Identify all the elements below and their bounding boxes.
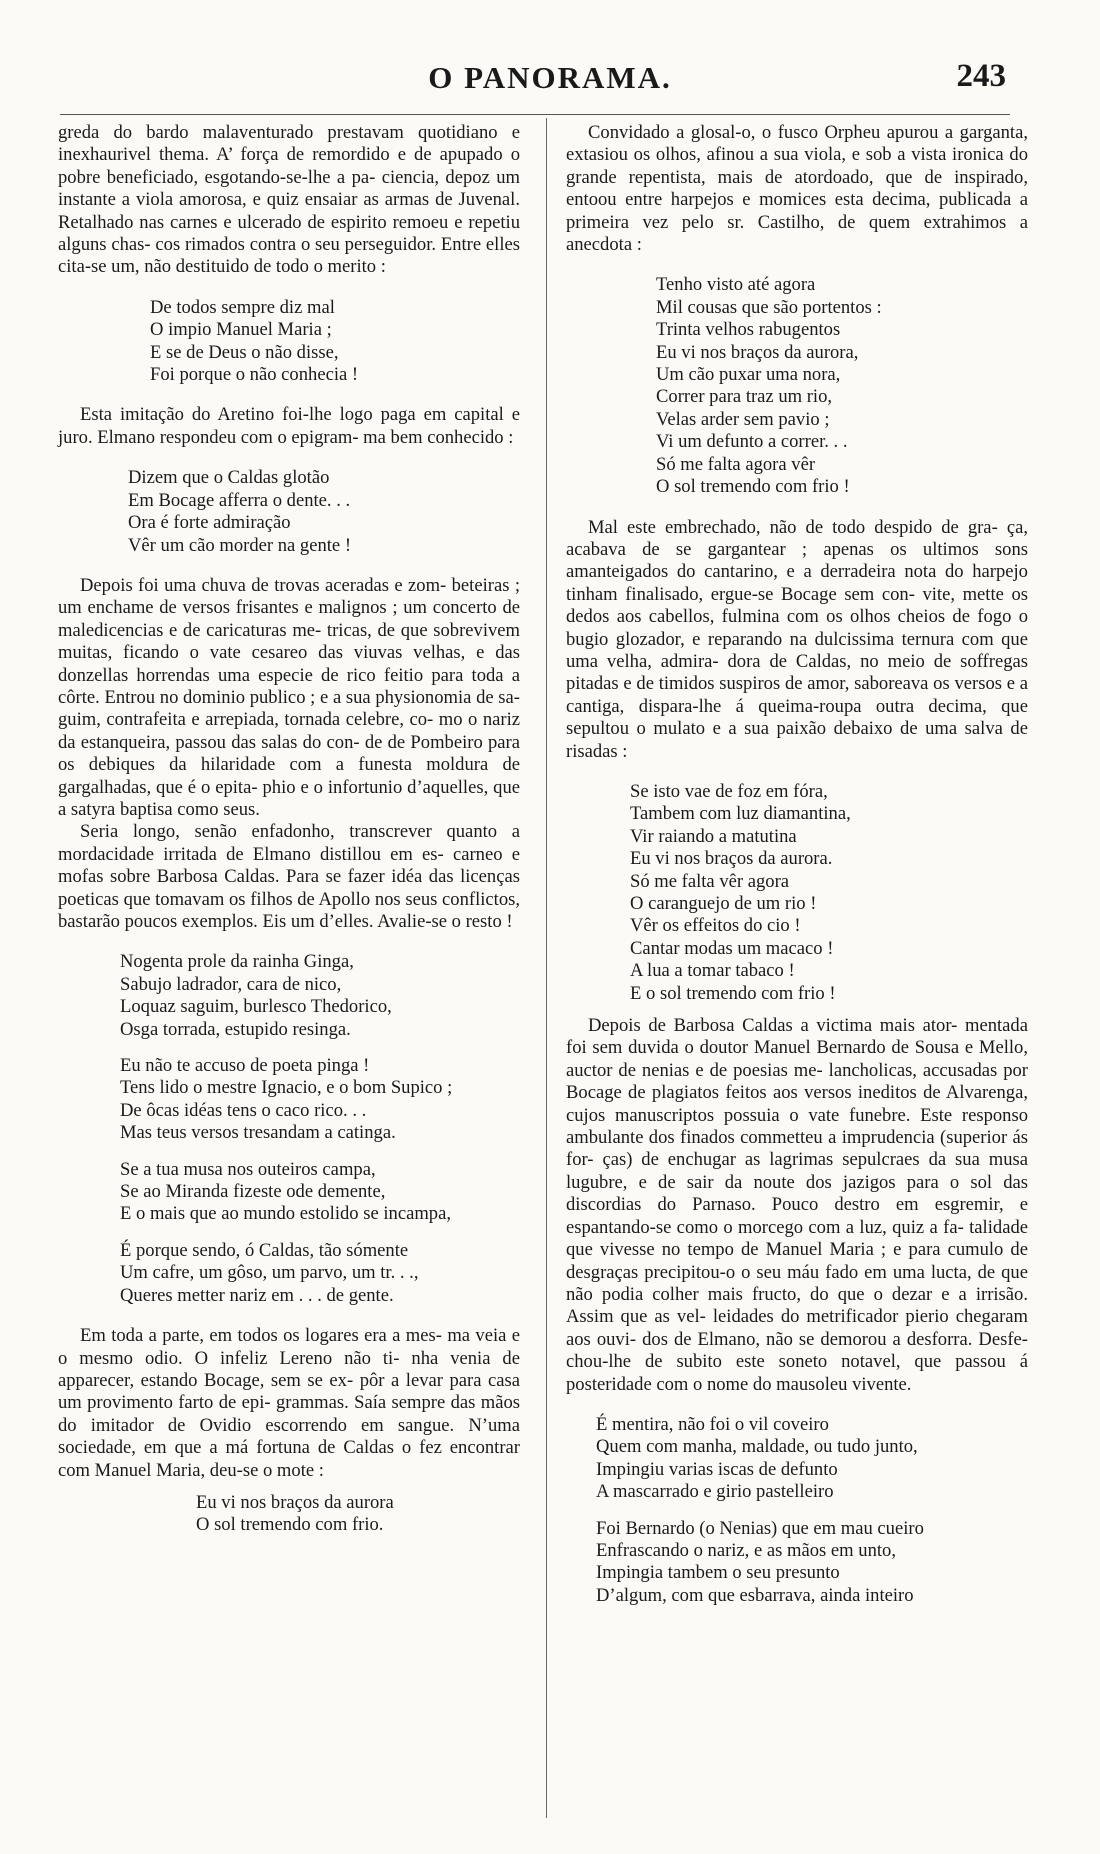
verse-line: De todos sempre diz mal <box>150 296 335 318</box>
verse-block <box>566 274 1028 498</box>
verse-line: Em Bocage afferra o dente. . . <box>128 489 351 511</box>
paragraph <box>58 575 520 821</box>
text-line: harpejo tinham finalisado, ergue-se Bocage sem con- <box>566 561 1028 605</box>
verse-line: Eu vi nos braços da aurora, <box>656 341 859 363</box>
verse-line: Quem com manha, maldade, ou tudo junto, <box>596 1436 918 1458</box>
text-line: de de Pombeiro para os debiques da hilaridade com <box>58 731 520 776</box>
verse-line: Queres metter nariz em . . . de gente. <box>120 1284 394 1306</box>
text-line: Eis um d’elles. Avalie-se o resto ! <box>262 911 513 932</box>
text-line: no dominio publico ; e a sua physionomia de sa- <box>159 686 520 708</box>
text-line: amanteigados do cantarino, e a derradeira nota do <box>566 561 964 583</box>
text-line: Manuel Maria, deu-se o mote : <box>94 1459 324 1481</box>
verse-line: Mil cousas que são portentos : <box>656 296 882 318</box>
stanza <box>120 951 520 1041</box>
text-line: cos rimados contra o seu perseguidor. Entre elles <box>155 234 520 256</box>
text-line: lancholicas, accusadas por Bocage de plagiatos feitos <box>566 1059 1028 1104</box>
text-line: mo o nariz da estanqueira, passou das salas do con- <box>58 709 520 753</box>
text-line: para cumulo de desgraças precipitou-o o seu máu <box>566 1239 1028 1283</box>
text-line: grammas. Saía sempre das mãos do imitador de <box>58 1392 521 1436</box>
header-rule <box>60 114 1010 115</box>
verse-line: Um cafre, um gôso, um parvo, um tr. . ., <box>120 1262 419 1284</box>
verse-line: É mentira, não foi o vil coveiro <box>596 1413 829 1435</box>
text-line: fado em uma lucta, de que não podia colher mais <box>566 1261 1028 1305</box>
text-line: uma salva de risadas : <box>566 718 1028 762</box>
verse-line: De ôcas idéas tens o caco rico. . . <box>120 1099 367 1121</box>
text-line: ciencia, depoz um instante a viola amorosa, e quiz <box>58 166 520 211</box>
text-line: Em toda a parte, em todos os logares era a mes- <box>80 1325 442 1347</box>
page-number: 243 <box>956 58 1006 94</box>
right-column <box>566 122 1028 1607</box>
paragraph <box>58 1325 520 1482</box>
verse-line: Se a tua musa nos outeiros campa, <box>120 1158 376 1180</box>
paragraph <box>566 122 1028 256</box>
verse-line: D’algum, com que esbarrava, ainda inteiro <box>596 1584 914 1606</box>
verse-line: Tambem com luz diamantina, <box>630 803 851 825</box>
text-line: olhos cheios de fogo o bugio glozador, e reparando <box>566 606 1028 650</box>
verse-line: Impingia tambem o seu presunto <box>596 1562 840 1584</box>
left-column <box>58 122 520 1537</box>
text-line: e inexhaurivel thema. A’ força de remordido e de <box>58 122 520 166</box>
verse-line: E o mais que ao mundo estolido se incampa, <box>120 1203 452 1225</box>
text-line: finados commetteu a imprudencia (superior ás for- <box>566 1127 1028 1171</box>
text-line: lugubre, e de sair da noute dos jazigos para o sol das <box>566 1171 1028 1193</box>
text-line: chou-lhe de subito este soneto notavel, que passou á <box>566 1351 1028 1373</box>
verse-line: Foi Bernardo (o Nenias) que em mau cueiro <box>596 1517 924 1539</box>
text-line: carneo e mofas sobre Barbosa Caldas. Para se fazer <box>58 843 520 888</box>
verse-line: Eu vi nos braços da aurora. <box>630 848 833 870</box>
paragraph <box>566 517 1028 763</box>
text-line: atordoado, que de inspirado, entoou entre harpejos e <box>566 166 1028 211</box>
verse-line: Vêr os effeitos do cio ! <box>630 915 801 937</box>
verse-line: Eu não te accuso de poeta pinga ! <box>120 1055 370 1077</box>
page-header <box>0 60 1100 100</box>
verse-line: Se isto vae de foz em fóra, <box>630 780 828 802</box>
verse-line: Velas arder sem pavio ; <box>656 408 830 430</box>
verse-line: Enfrascando o nariz, e as mãos em unto, <box>596 1539 896 1561</box>
text-line: ma veia e o mesmo odio. O infeliz Lereno não ti- <box>58 1325 520 1369</box>
verse-line: Vêr um cão morder na gente ! <box>128 534 352 556</box>
text-line: ça, acabava de se gargantear ; apenas os ultimos sons <box>566 516 1028 560</box>
verse-line: E o sol tremendo com frio ! <box>630 982 836 1004</box>
verse-block <box>566 781 1028 1005</box>
text-line: Seria longo, senão enfadonho, transcrever quanto <box>80 821 498 843</box>
verse-line: É porque sendo, ó Caldas, tão sómente <box>120 1239 409 1261</box>
text-line: Ovidio escorrendo em sangue. N’uma sociedade, <box>58 1414 520 1459</box>
text-line: Convidado a glosal-o, o fusco Orpheu apurou a <box>588 122 954 143</box>
text-line: Depois de Barbosa Caldas a victima mais ator- <box>588 1015 958 1037</box>
verse-line: Dizem que o Caldas glotão <box>128 467 330 489</box>
text-line: phio e o infortunio d’aquelles, que a satyra baptisa <box>58 776 521 820</box>
verse-line: Tens lido o mestre Ignacio, e o bom Supico ; <box>120 1077 453 1099</box>
paragraph <box>58 404 520 449</box>
text-line: garganta, extasiou os olhos, afinou a sua viola, e <box>566 122 1028 166</box>
text-line: leidades do metrificador pierio chegaram aos ouvi- <box>566 1306 1028 1350</box>
verse-line: O caranguejo de um rio ! <box>630 893 817 914</box>
text-line: momices esta decima, publicada a primeira vez pelo <box>566 189 1028 233</box>
stanza <box>120 1240 520 1307</box>
text-line: e ulcerado de espirito remoeu e repetiu alguns chas- <box>58 211 520 256</box>
text-line: apupado o pobre beneficiado, esgotando-se-lhe a pa- <box>58 144 520 188</box>
text-line: greda do bardo malaventurado prestavam quotidiano <box>58 122 498 143</box>
verse-block <box>58 1492 520 1537</box>
verse-line: O sol tremendo com frio ! <box>656 476 850 498</box>
text-line: cesareo das viuvas velhas, e das donzellas horrendas <box>58 642 521 686</box>
text-line: em que a má fortuna de Caldas o fez encontrar com <box>58 1437 520 1481</box>
sonnet <box>58 951 520 1307</box>
verse-block <box>58 297 520 387</box>
text-line: um concerto de maledicencias e de caricaturas me- <box>58 597 520 641</box>
text-line: sob a vista ironica do grande repentista, mais de <box>566 144 1028 188</box>
text-line: sr. Castilho, de quem extrahimos a anecdota : <box>566 211 1029 256</box>
verse-line: Cantar modas um macaco ! <box>630 937 834 959</box>
verse-line: Vi um defunto a correr. . . <box>656 431 848 453</box>
text-line: de Sousa e Mello, auctor de nenias e de poesias me- <box>566 1037 1028 1081</box>
verse-line: Tenho visto até agora <box>656 274 816 296</box>
text-line: beteiras ; um enchame de versos frisantes e malignos ; <box>58 574 520 619</box>
text-line: cantiga, dispara-lhe á queima-roupa outra decima, <box>566 695 987 717</box>
text-line: aos versos ineditos de Alvarenga, cujos manuscriptos <box>566 1082 1028 1126</box>
verse-line: Foi porque o não conhecia ! <box>150 364 359 386</box>
verse-line: Mas teus versos tresandam a catinga. <box>120 1122 396 1144</box>
text-line: dora de Caldas, no meio de soffregas pitadas e de <box>566 650 1028 695</box>
text-line: possuia o vate funebre. Este responso ambulante dos <box>566 1104 1028 1149</box>
verse-line: Impingiu varias iscas de defunto <box>596 1458 838 1480</box>
stanza <box>596 1414 1028 1504</box>
text-line: a mordacidade irritada de Elmano distillou em es- <box>58 821 520 865</box>
verse-line: A mascarrado e girio pastelleiro <box>596 1481 834 1503</box>
text-line: espantando-se como o morcego com a luz, quiz a fa- <box>566 1216 964 1238</box>
text-line: ensaiar as armas de Juvenal. Retalhado nas carnes <box>58 189 520 233</box>
text-line: cita-se um, não destituido de todo o merito : <box>58 256 386 278</box>
verse-line: O sol tremendo com frio. <box>196 1514 384 1536</box>
text-line: na dulcissima ternura com que uma velha, admira- <box>566 628 1028 672</box>
stanza <box>120 1055 520 1145</box>
verse-line: Se ao Miranda fizeste ode demente, <box>120 1181 386 1203</box>
text-line: discordias do Parnaso. Pouco destro em esgremir, e <box>566 1194 1028 1216</box>
paragraph <box>58 821 520 933</box>
verse-line: Vir raiando a matutina <box>630 825 797 847</box>
text-line: fructo, do que o dezar e a irrisão. Assim que as vel- <box>566 1283 1028 1328</box>
paragraph <box>566 1015 1028 1396</box>
text-line: ma bem conhecido : <box>363 426 514 448</box>
paragraph <box>58 122 520 279</box>
column-divider <box>546 118 547 1818</box>
text-line: pôr a levar para casa um provimento farto de epi- <box>58 1369 520 1414</box>
sonnet <box>566 1414 1028 1607</box>
page-title: O PANORAMA. <box>428 60 672 95</box>
verse-line: Loquaz saguim, burlesco Thedorico, <box>120 996 392 1018</box>
verse-line: Nogenta prole da rainha Ginga, <box>120 951 354 973</box>
verse-line: O impio Manuel Maria ; <box>150 319 332 341</box>
text-line: ças) de enchugar as lagrimas sepulcraes da sua musa <box>602 1149 1029 1171</box>
verse-line: Um cão puxar uma nora, <box>656 364 841 386</box>
text-line: Mal este embrechado, não de todo despido de gra- <box>588 516 998 538</box>
verse-line: Ora é forte admiração <box>128 512 291 534</box>
verse-line: Trinta velhos rabugentos <box>656 319 841 341</box>
verse-line: E se de Deus o não disse, <box>150 341 339 363</box>
text-line: que sepultou o mulato e a sua paixão debaixo de <box>566 695 1028 740</box>
text-line: idéa das licenças poeticas que tomavam os filhos de <box>58 866 520 910</box>
text-line: timidos suspiros de amor, saboreava os versos e a <box>658 673 1028 695</box>
text-line: posteridade com o nome do mausoleu vivente. <box>566 1373 912 1395</box>
verse-line: Só me falta vêr agora <box>630 870 790 892</box>
text-line: dos de Elmano, não se demorou a desforra. Desfe- <box>642 1328 1028 1350</box>
text-line: nha venia de apparecer, estando Bocage, sem se ex- <box>58 1347 520 1391</box>
verse-line: Sabujo ladrador, cara de nico, <box>120 973 342 995</box>
text-line: vite, mette os dedos aos cabellos, fulmina com os <box>566 583 1028 628</box>
stanza <box>120 1159 520 1226</box>
text-line: Depois foi uma chuva de trovas aceradas e zom- <box>80 574 447 596</box>
text-line: Apollo nos seus conflictos, bastarão poucos exemplos. <box>58 888 521 932</box>
text-line: como seus. <box>177 798 260 820</box>
text-line: Esta imitação do Aretino foi-lhe logo paga em <box>80 404 447 426</box>
verse-block <box>58 467 520 557</box>
text-line: mentada foi sem duvida o doutor Manuel Bernardo <box>566 1015 1028 1059</box>
verse-line: Osga torrada, estupido resinga. <box>120 1018 351 1040</box>
verse-line: Eu vi nos braços da aurora <box>196 1491 394 1513</box>
stanza <box>596 1518 1028 1608</box>
text-line: tricas, de que sobrevivem muitas, ficando o vate <box>58 619 521 664</box>
text-line: talidade que vivesse no tempo de Manuel Maria ; e <box>566 1216 1028 1261</box>
text-line: uma especie de rico feitio para toda a côrte. Entrou <box>58 664 520 708</box>
verse-line: A lua a tomar tabaco ! <box>630 960 795 982</box>
text-line: guim, contrafeita e arrepiada, tornada celebre, co- <box>58 709 434 731</box>
text-line: capital e juro. Elmano respondeu com o epigram- <box>58 404 520 448</box>
verse-line: Só me falta agora vêr <box>656 453 816 475</box>
verse-line: Correr para traz um rio, <box>656 386 833 408</box>
text-line: a funesta moldura de gargalhadas, que é o epita- <box>58 754 520 798</box>
